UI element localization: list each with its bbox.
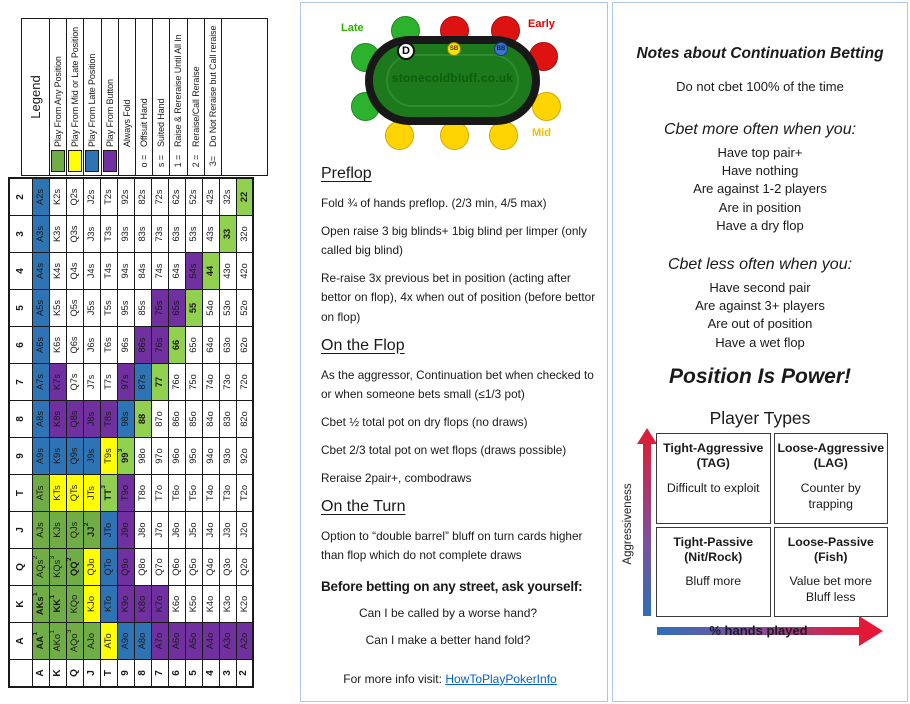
hand-cell: KJs [49, 512, 66, 549]
preflop-heading: Preflop [321, 165, 372, 182]
hand-cell: QJo [83, 549, 100, 586]
legend-title: Legend [22, 19, 50, 175]
chart-col-header: T [9, 475, 32, 512]
hand-cell: 95o [185, 438, 202, 475]
hand-cell: Q3o [219, 549, 236, 586]
hand-cell: Q7s [66, 364, 83, 401]
legend-label: Do Not Reraise but Call reraise [207, 25, 218, 147]
hand-cell: 84s [134, 253, 151, 290]
hand-cell: $KK^1$ [49, 586, 66, 623]
hand-cell: 42s [202, 178, 219, 216]
hand-cell: 97o [151, 438, 168, 475]
hand-cell: 72s [151, 178, 168, 216]
hand-cell: J9o [117, 512, 134, 549]
hand-cell: 96o [168, 438, 185, 475]
flop-paragraph: Reraise 2pair+, combodraws [321, 471, 472, 486]
legend-label: Offsuit Hand [139, 98, 150, 147]
chart-col-header: K [9, 586, 32, 623]
hand-cell: J7o [151, 512, 168, 549]
hand-cell: J5o [185, 512, 202, 549]
hand-cell: 62s [168, 178, 185, 216]
hand-cell: T6s [100, 327, 117, 364]
legend-color-swatch [103, 150, 117, 172]
chart-row-header: 4 [202, 660, 219, 688]
player-type-quadrant [774, 433, 889, 524]
chart-col-header: 6 [9, 327, 32, 364]
hand-cell: A3s [32, 216, 49, 253]
chart-col-header: 9 [9, 438, 32, 475]
legend-label: Suited Hand [156, 98, 167, 147]
hand-cell: 82s [134, 178, 151, 216]
hand-cell: T3o [219, 475, 236, 512]
hand-cell: 65o [185, 327, 202, 364]
hand-cell: $TT^3$ [100, 475, 117, 512]
legend-row [50, 19, 67, 175]
hand-cell: ATs [32, 475, 49, 512]
hand-cell: K6o [168, 586, 185, 623]
hand-cell: Q3s [66, 216, 83, 253]
aggressiveness-axis-arrow [643, 443, 651, 616]
hand-cell: 73o [219, 364, 236, 401]
hand-cell: 55 [185, 290, 202, 327]
player-types-title: Player Types [709, 407, 811, 428]
legend-row [170, 19, 187, 175]
hand-cell: 88 [134, 401, 151, 438]
hand-cell: Q9s [66, 438, 83, 475]
notes-title: Notes about Continuation Betting [636, 45, 884, 62]
quadrant-body: Value bet more Bluff less [789, 574, 872, 605]
chart-col-header: 2 [9, 178, 32, 216]
legend-label: Play From Any Position [53, 56, 64, 147]
position-is-power-banner: Position Is Power! [668, 364, 852, 388]
hand-cell: T2o [236, 475, 253, 512]
hand-cell: K5o [185, 586, 202, 623]
hand-cell: K7o [151, 586, 168, 623]
hand-cell: T3s [100, 216, 117, 253]
howtoplaypoker-link[interactable]: HowToPlayPokerInfo [445, 671, 557, 686]
hand-cell: Q5s [66, 290, 83, 327]
rotated-chart-wrapper [8, 16, 272, 688]
poker-table-diagram [301, 7, 607, 155]
hand-cell: 85o [185, 401, 202, 438]
legend-key: s = [156, 154, 167, 168]
chart-col-header: A [9, 623, 32, 660]
chart-col-header: 5 [9, 290, 32, 327]
hand-cell: 63s [168, 216, 185, 253]
hand-cell: 83o [219, 401, 236, 438]
hand-cell: $QQ^2$ [66, 549, 83, 586]
hand-cell: AJo [83, 623, 100, 660]
legend-row [67, 19, 84, 175]
big-blind-badge: BB [494, 42, 508, 56]
legend-label: Raise & Rereraise Until All In [173, 34, 184, 147]
hand-cell: T4o [202, 475, 219, 512]
quadrant-title: Tight-Aggressive (TAG) [663, 441, 764, 471]
hand-chart-panel [0, 0, 296, 704]
hand-cell: 94o [202, 438, 219, 475]
hand-cell: K4s [49, 253, 66, 290]
hand-cell: K8o [134, 586, 151, 623]
chart-row-header: 6 [168, 660, 185, 688]
hand-cell: A2s [32, 178, 49, 216]
hand-cell: 75s [151, 290, 168, 327]
flop-paragraph: Cbet 2/3 total pot on wet flops (draws possible) [321, 442, 567, 457]
mid-position-label: Mid [532, 127, 551, 139]
turn-paragraph: Option to “double barrel” bluff on turn cards higher than flop which do not complete draws [321, 529, 583, 563]
hand-cell: 75o [185, 364, 202, 401]
hand-cell: 72o [236, 364, 253, 401]
strategy-panel [300, 2, 608, 702]
hand-cell: Q2s [66, 178, 83, 216]
small-blind-badge: SB [447, 42, 461, 56]
hand-cell: J9s [83, 438, 100, 475]
legend-color-swatch [51, 150, 65, 172]
hand-cell: AQs$^2$ [32, 549, 49, 586]
legend-row [205, 19, 222, 175]
hand-cell: J4o [202, 512, 219, 549]
hand-cell: T2s [100, 178, 117, 216]
hand-cell: 76o [168, 364, 185, 401]
chart-row-header: 2 [236, 660, 253, 688]
hand-cell: T7o [151, 475, 168, 512]
hand-cell: 92s [117, 178, 134, 216]
hand-cell: QTs [66, 475, 83, 512]
cbet-more-list [613, 144, 907, 235]
chart-row-header: K [49, 660, 66, 688]
hand-cell: K4o [202, 586, 219, 623]
legend-color-swatch [68, 150, 82, 172]
hand-cell: KQs$^3$ [49, 549, 66, 586]
hand-cell: J7s [83, 364, 100, 401]
hand-cell: Q7o [151, 549, 168, 586]
hand-cell: J8s [83, 401, 100, 438]
hand-cell: K6s [49, 327, 66, 364]
cbet-notes-panel [612, 2, 908, 702]
hand-cell: Q5o [185, 549, 202, 586]
hand-cell: 74o [202, 364, 219, 401]
hand-cell: K9o [117, 586, 134, 623]
hand-cell: A7o [151, 623, 168, 660]
hand-cell: J6o [168, 512, 185, 549]
hand-cell: K2s [49, 178, 66, 216]
hand-cell: Q6s [66, 327, 83, 364]
legend-label: Always Fold [121, 99, 132, 147]
preflop-paragraph: Open raise 3 big blinds+ 1big blind per limper (only called big blind) [321, 224, 587, 258]
hand-cell: A7s [32, 364, 49, 401]
cbet-less-heading: Cbet less often when you: [667, 256, 853, 274]
hand-cell: A4o [202, 623, 219, 660]
legend-key [68, 147, 82, 175]
hand-cell: 94s [117, 253, 134, 290]
chart-col-header: 4 [9, 253, 32, 290]
legend-label: Play From Late Position [87, 53, 98, 147]
hand-cell: J4s [83, 253, 100, 290]
hand-cell: K7s [49, 364, 66, 401]
hand-cell: 42o [236, 253, 253, 290]
chart-row-header: 7 [151, 660, 168, 688]
hand-cell: KJo [83, 586, 100, 623]
legend-key: o = [139, 154, 150, 168]
hand-cell: A5s [32, 290, 49, 327]
footer-prefix: For more info visit: [343, 671, 446, 686]
legend-row [136, 19, 153, 175]
hand-cell: 84o [202, 401, 219, 438]
hand-cell: T9o [117, 475, 134, 512]
quadrant-body: Difficult to exploit [666, 480, 760, 495]
chart-row-header: J [83, 660, 100, 688]
cbet-less-list [613, 279, 907, 352]
hand-cell: Q2o [236, 549, 253, 586]
hand-cell: Q9o [117, 549, 134, 586]
hand-cell: A6o [168, 623, 185, 660]
hand-cell: J5s [83, 290, 100, 327]
hand-cell: 86s [134, 327, 151, 364]
hand-cell: 98o [134, 438, 151, 475]
preflop-paragraph: Re-raise 3x previous bet in position (acting after bettor on flop), 4x when out of position (before bettor on flop) [321, 271, 596, 324]
hand-cell: T5s [100, 290, 117, 327]
hand-cell: 92o [236, 438, 253, 475]
hand-cell: 83s [134, 216, 151, 253]
chart-row-header: Q [66, 660, 83, 688]
ask-question: Can I be called by a worse hand? [358, 606, 538, 621]
hand-cell: ATo [100, 623, 117, 660]
player-types-quadrants [656, 433, 888, 617]
hand-cell: K8s [49, 401, 66, 438]
legend-label: Reraise/Call Reraise [190, 66, 201, 147]
hand-cell: 52s [185, 178, 202, 216]
legend-key: 3= [207, 155, 218, 167]
hand-cell: QTo [100, 549, 117, 586]
hand-cell: 32s [219, 178, 236, 216]
hand-cell: JTo [100, 512, 117, 549]
chart-row-header: 5 [185, 660, 202, 688]
hand-cell: 65s [168, 290, 185, 327]
hand-cell: 74s [151, 253, 168, 290]
dealer-button: D [397, 42, 415, 60]
hand-cell: 87s [134, 364, 151, 401]
hand-cell: 52o [236, 290, 253, 327]
chart-row-header: T [100, 660, 117, 688]
hand-cell: 64s [168, 253, 185, 290]
hand-cell: 82o [236, 401, 253, 438]
hands-played-axis-label: % hands played [709, 623, 808, 638]
hand-cell: 62o [236, 327, 253, 364]
chart-header-row [9, 178, 32, 687]
cbet-list-item: Have top pair+ [717, 145, 803, 160]
hand-cell: 66 [168, 327, 185, 364]
hand-cell: KTs [49, 475, 66, 512]
hand-cell: K3s [49, 216, 66, 253]
legend-label: Play From Mid or Late Position [70, 26, 81, 147]
quadrant-body: Bluff more [685, 574, 742, 589]
flop-heading: On the Flop [321, 336, 405, 354]
hand-cell: 73s [151, 216, 168, 253]
hand-cell: 93o [219, 438, 236, 475]
legend-key [103, 147, 117, 175]
hand-cell: $AA^1$ [32, 623, 49, 660]
hand-cell: 77 [151, 364, 168, 401]
legend-row [153, 19, 170, 175]
hand-cell: J2o [236, 512, 253, 549]
table-watermark: stonecoldbluff.co.uk [391, 71, 514, 85]
footer-line [321, 672, 579, 686]
hand-cell: $JJ^2$ [83, 512, 100, 549]
cbet-list-item: Are against 1-2 players [693, 181, 827, 197]
hand-cell: J2s [83, 178, 100, 216]
hand-cell: A4s [32, 253, 49, 290]
hand-cell: 87o [151, 401, 168, 438]
ask-question: Can I make a better hand fold? [365, 632, 531, 647]
hand-cell: T8o [134, 475, 151, 512]
hand-cell: 93s [117, 216, 134, 253]
hand-cell: K5s [49, 290, 66, 327]
hand-cell: A8s [32, 401, 49, 438]
hand-cell: K9s [49, 438, 66, 475]
cbet-list-item: Have nothing [721, 163, 799, 179]
chart-legend [21, 18, 268, 176]
hand-cell: AQo$^3$ [66, 623, 83, 660]
quadrant-body: Counter by trapping [800, 480, 861, 511]
hand-cell: 63o [219, 327, 236, 364]
hand-cell: A9s [32, 438, 49, 475]
hand-cell: Q8o [134, 549, 151, 586]
cbet-list-item: Have second pair [709, 280, 811, 296]
player-type-quadrant [774, 527, 889, 618]
chart-row-header: A [32, 660, 49, 688]
hand-cell: 76s [151, 327, 168, 364]
cbet-list-item: Have a dry flop [716, 217, 804, 233]
early-position-label: Early [528, 18, 555, 30]
hand-cell: 53o [219, 290, 236, 327]
legend-row [119, 19, 136, 175]
hand-cell: JTs [83, 475, 100, 512]
chart-col-header: J [9, 512, 32, 549]
hand-cell: 22 [236, 178, 253, 216]
cbet-more-heading: Cbet more often when you: [663, 121, 857, 138]
hand-cell: K3o [219, 586, 236, 623]
hands-played-axis-arrowhead-icon [859, 616, 883, 646]
hand-cell: KTo [100, 586, 117, 623]
aggressiveness-axis-label: Aggressiveness [622, 483, 634, 565]
quadrant-title: Loose-Passive (Fish) [787, 534, 874, 564]
chart-row-header: 8 [134, 660, 151, 688]
hand-cell: K2o [236, 586, 253, 623]
hand-cell: A2o [236, 623, 253, 660]
hand-cell: AKo$^1$ [49, 623, 66, 660]
flop-paragraph: As the aggressor, Continuation bet when checked to or when someone bets small (≤1/3 pot) [321, 367, 594, 401]
legend-key [51, 147, 65, 175]
hand-cell: 98s [117, 401, 134, 438]
hand-cell: AJs [32, 512, 49, 549]
hand-cell: A5o [185, 623, 202, 660]
hand-cell: QJs [66, 512, 83, 549]
legend-row [102, 19, 119, 175]
hand-cell: Q6o [168, 549, 185, 586]
hand-cell: 95s [117, 290, 134, 327]
hand-cell: J3s [83, 216, 100, 253]
hand-chart-table [8, 177, 254, 688]
chart-col-header: 3 [9, 216, 32, 253]
hand-cell: A8o [134, 623, 151, 660]
hand-cell: J8o [134, 512, 151, 549]
hand-cell: Q8s [66, 401, 83, 438]
hand-cell: 44 [202, 253, 219, 290]
legend-key [85, 147, 99, 175]
quadrant-title: Loose-Aggressive (LAG) [777, 441, 885, 471]
notes-subtitle: Do not cbet 100% of the time [676, 79, 844, 94]
ask-heading: Before betting on any street, ask yourself: [321, 579, 583, 595]
hand-cell: J6s [83, 327, 100, 364]
legend-row [188, 19, 205, 175]
strategy-text [301, 165, 607, 686]
hand-cell: T4s [100, 253, 117, 290]
hand-cell: 85s [134, 290, 151, 327]
hand-cell: T7s [100, 364, 117, 401]
chart-row-header: 9 [117, 660, 134, 688]
hand-cell: 43o [219, 253, 236, 290]
hand-cell: KQo [66, 586, 83, 623]
flop-paragraph: Cbet ½ total pot on dry flops (no draws) [321, 414, 528, 429]
legend-key: 1 = [173, 154, 184, 168]
hand-cell: AKs$^1$ [32, 586, 49, 623]
chart-col-header: Q [9, 549, 32, 586]
hand-cell: 64o [202, 327, 219, 364]
chart-row-header: 3 [219, 660, 236, 688]
legend-rows [50, 19, 222, 175]
quadrant-title: Tight-Passive (Nit/Rock) [673, 534, 754, 564]
hand-cell: 33 [219, 216, 236, 253]
legend-key: 2 = [190, 154, 201, 168]
hand-cell: J3o [219, 512, 236, 549]
hand-cell: 32o [236, 216, 253, 253]
hand-cell: 53s [185, 216, 202, 253]
hand-cell: 97s [117, 364, 134, 401]
late-position-label: Late [341, 22, 364, 34]
hand-cell: T8s [100, 401, 117, 438]
cbet-list-item: Are out of position [707, 316, 813, 332]
turn-heading: On the Turn [321, 498, 406, 516]
hand-cell: T9s [100, 438, 117, 475]
hand-cell: Q4s [66, 253, 83, 290]
hand-cell: A6s [32, 327, 49, 364]
hand-cell: 86o [168, 401, 185, 438]
legend-label: Play From Button [104, 79, 115, 147]
player-type-quadrant [656, 433, 771, 524]
hand-cell: 96s [117, 327, 134, 364]
cbet-list-item: Have a wet flop [715, 334, 805, 350]
hand-cell: A3o [219, 623, 236, 660]
legend-color-swatch [85, 150, 99, 172]
hand-cell: A9o [117, 623, 134, 660]
chart-corner-cell [9, 660, 32, 688]
legend-row [84, 19, 101, 175]
aggressiveness-axis-arrowhead-icon [637, 428, 657, 444]
chart-col-header: 7 [9, 364, 32, 401]
player-type-quadrant [656, 527, 771, 618]
chart-col-header: 8 [9, 401, 32, 438]
hand-cell: T5o [185, 475, 202, 512]
hand-cell: T6o [168, 475, 185, 512]
cbet-list-item: Are against 3+ players [695, 298, 825, 314]
hand-cell: 54o [202, 290, 219, 327]
hand-cell: Q4o [202, 549, 219, 586]
hand-cell: 54s [185, 253, 202, 290]
hand-cell: $99^3$ [117, 438, 134, 475]
hand-cell: 43s [202, 216, 219, 253]
cbet-list-item: Are in position [718, 199, 802, 215]
preflop-paragraph: Fold ¾ of hands preflop. (2/3 min, 4/5 max) [321, 196, 547, 210]
